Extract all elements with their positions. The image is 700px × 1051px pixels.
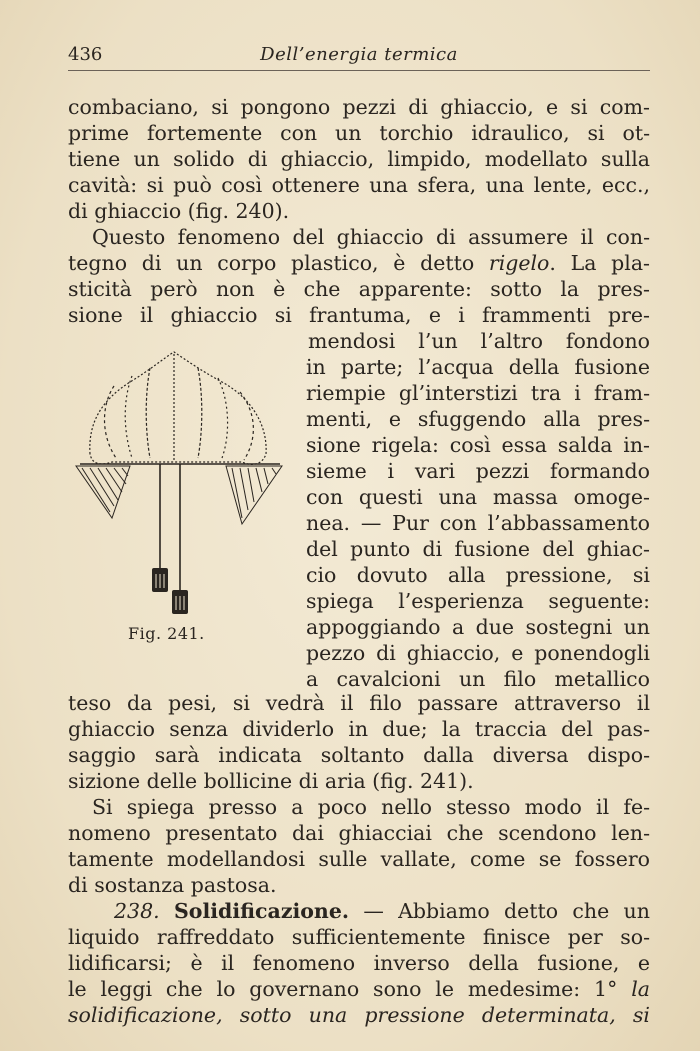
text-line: in parte; l’acqua della fusione <box>306 355 650 379</box>
text-line: saggio sarà indicata soltanto dalla diversa dispo- <box>68 743 650 767</box>
text-line: con questi una massa omoge- <box>306 485 650 509</box>
text-line: sizione delle bollicine di aria (fig. 241). <box>68 769 474 793</box>
text-line: a cavalcioni un filo metallico <box>306 667 650 691</box>
text-line: sione il ghiaccio si frantuma, e i frammenti pre- <box>68 303 650 327</box>
text-line: di sostanza pastosa. <box>68 873 277 897</box>
text-line: sticità però non è che apparente: sotto la pres- <box>68 277 650 301</box>
section-title: Solidificazione. <box>173 899 349 923</box>
text-line: sieme i vari pezzi formando <box>306 459 650 483</box>
text-line: nea. — Pur con l’abbassamento <box>306 511 650 535</box>
text-line: solidificazione, sotto una pressione determinata, si <box>68 1003 650 1027</box>
text-line: tiene un solido di ghiaccio, limpido, modellato sulla <box>68 147 650 171</box>
text-line <box>68 250 650 276</box>
section-number: 238. <box>114 899 160 923</box>
text-line: nomeno presentato dai ghiacciai che scendono len- <box>68 821 650 845</box>
text-run: . La pla- <box>549 251 650 275</box>
text-line: ghiaccio senza dividerlo in due; la traccia del pas- <box>68 717 650 741</box>
text-line: Questo fenomeno del ghiaccio di assumere il con- <box>92 225 650 249</box>
text-line: riempie gl’interstizi tra i fram- <box>306 381 650 405</box>
page-number: 436 <box>68 44 103 65</box>
text-line: del punto di fusione del ghiac- <box>306 537 650 561</box>
running-title: Dell’energia termica <box>260 44 458 65</box>
italic-run: la <box>631 977 650 1001</box>
text-line: sione rigela: così essa salda in- <box>306 433 650 457</box>
section-heading-line <box>68 898 650 924</box>
text-line: cavità: si può così ottenere una sfera, una lente, ecc., <box>68 173 650 197</box>
figure-ice-wire-illustration <box>72 342 288 624</box>
text-line: tamente modellandosi sulle vallate, come se fossero <box>68 847 650 871</box>
page-header <box>68 44 650 71</box>
text-line: lidificarsi; è il fenomeno inverso della fusione, e <box>68 951 650 975</box>
text-line <box>68 976 650 1002</box>
text-line: spiega l’esperienza seguente: <box>306 589 650 613</box>
text-line: cio dovuto alla pressione, si <box>306 563 650 587</box>
text-line: liquido raffreddato sufficientemente finisce per so- <box>68 925 650 949</box>
text-line: mendosi l’un l’altro fondono <box>308 329 650 353</box>
text-run: tegno di un corpo plastico, è detto <box>68 251 475 275</box>
text-line: prime fortemente con un torchio idraulico, si ot- <box>68 121 650 145</box>
italic-term-rigelo: rigelo <box>488 251 550 275</box>
text-line: pezzo di ghiaccio, e ponendogli <box>306 641 650 665</box>
figure-caption: Fig. 241. <box>128 624 205 643</box>
text-line: menti, e sfuggendo alla pres- <box>306 407 650 431</box>
text-line: di ghiaccio (fig. 240). <box>68 199 290 223</box>
text-run: — Abbiamo detto che un <box>363 899 650 923</box>
text-line: teso da pesi, si vedrà il filo passare attraverso il <box>68 691 650 715</box>
text-line: Si spiega presso a poco nello stesso modo il fe- <box>92 795 650 819</box>
text-line: combaciano, si pongono pezzi di ghiaccio, e si com- <box>68 95 650 119</box>
text-run: le leggi che lo governano sono le medesime: 1° <box>68 977 618 1001</box>
text-line: appoggiando a due sostegni un <box>306 615 650 639</box>
